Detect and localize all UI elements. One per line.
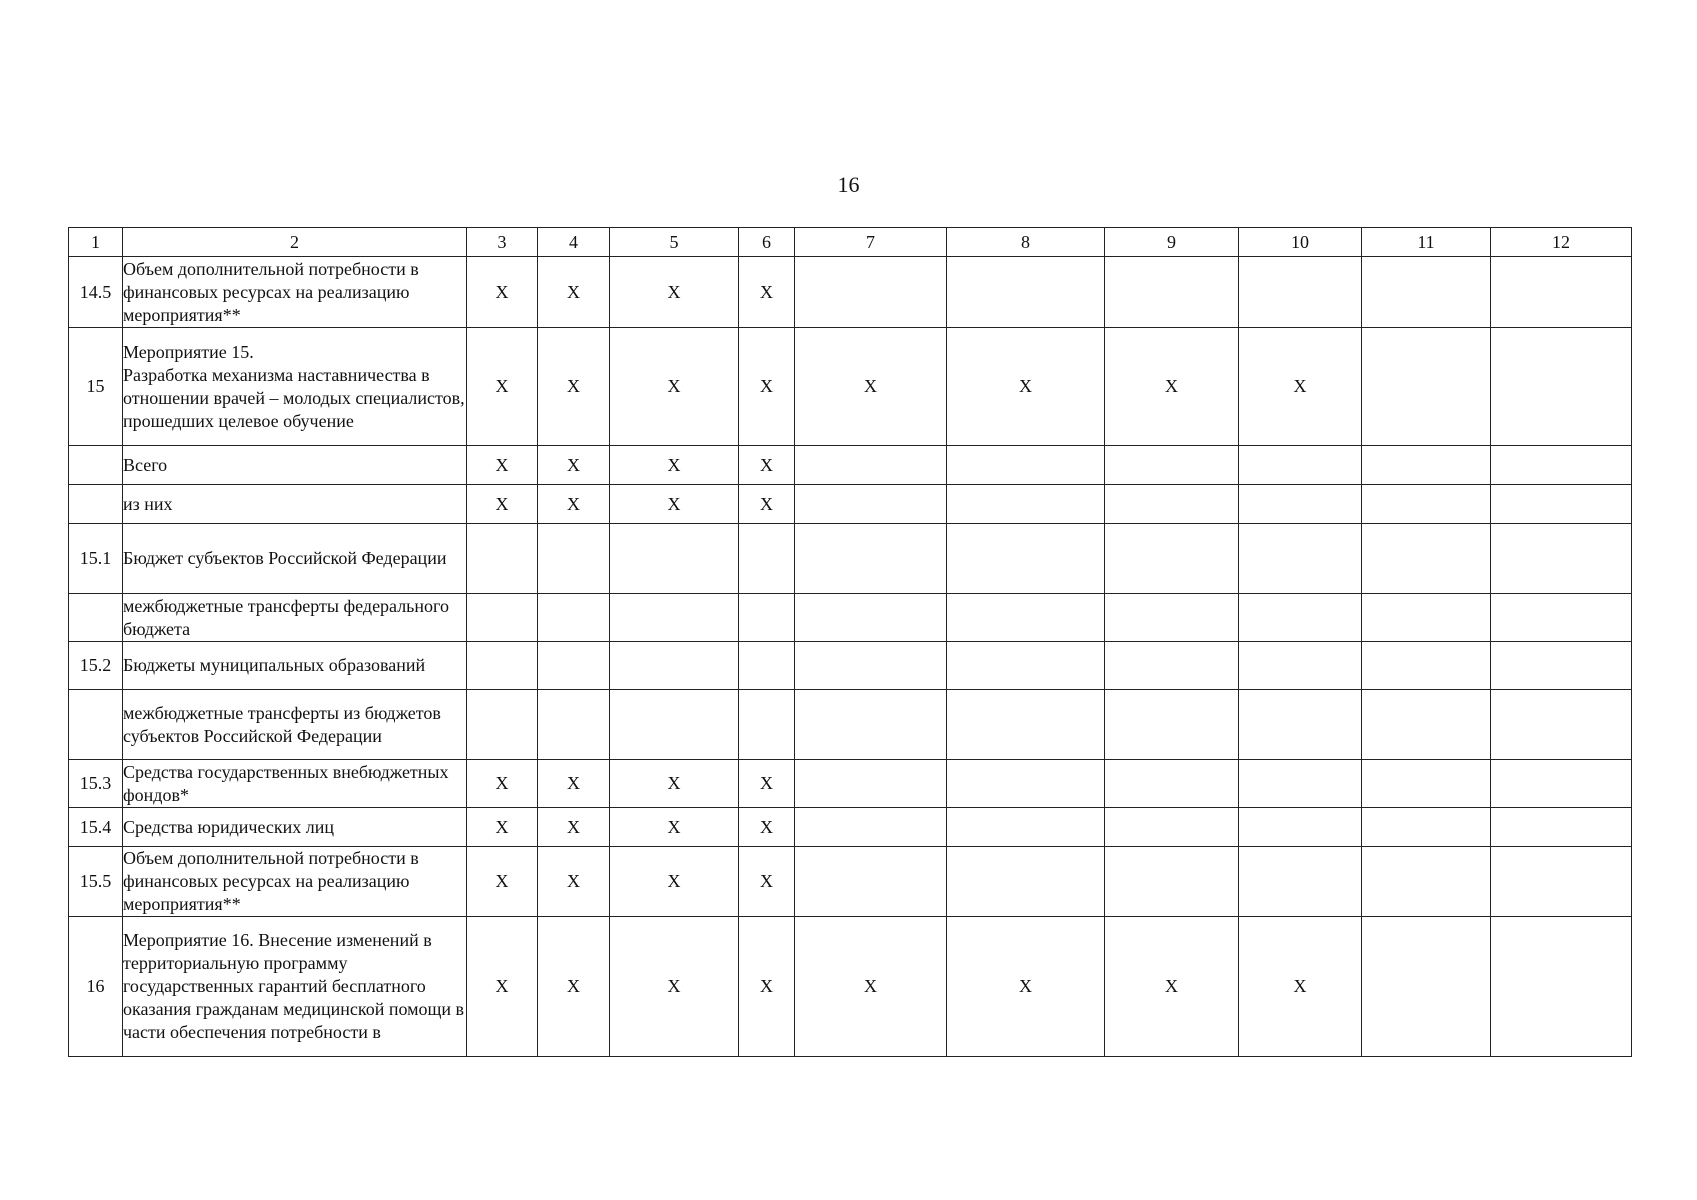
mark-cell: [1105, 446, 1239, 485]
column-header: 10: [1239, 228, 1362, 257]
mark-cell: [795, 524, 947, 594]
mark-cell: X: [538, 847, 610, 917]
row-name: Средства юридических лиц: [123, 808, 467, 847]
mark-cell: [1491, 642, 1632, 690]
mark-cell: [1239, 524, 1362, 594]
mark-cell: [947, 485, 1105, 524]
column-header: 6: [739, 228, 795, 257]
mark-cell: [538, 594, 610, 642]
row-number: [69, 594, 123, 642]
mark-cell: X: [538, 760, 610, 808]
mark-cell: [538, 642, 610, 690]
row-name: Мероприятие 15. Разработка механизма наставничества в отношении врачей – молодых специалистов, прошедших целевое обучение: [123, 328, 467, 446]
mark-cell: X: [610, 257, 739, 328]
mark-cell: [1105, 690, 1239, 760]
mark-cell: X: [739, 328, 795, 446]
mark-cell: X: [467, 446, 538, 485]
mark-cell: X: [467, 808, 538, 847]
mark-cell: X: [538, 485, 610, 524]
mark-cell: [795, 594, 947, 642]
mark-cell: X: [610, 328, 739, 446]
row-number: 15.5: [69, 847, 123, 917]
mark-cell: [467, 524, 538, 594]
mark-cell: [1239, 847, 1362, 917]
mark-cell: [795, 808, 947, 847]
mark-cell: [1362, 257, 1491, 328]
mark-cell: [538, 690, 610, 760]
mark-cell: [610, 642, 739, 690]
mark-cell: X: [467, 485, 538, 524]
table-row: [69, 485, 1632, 524]
column-header: 5: [610, 228, 739, 257]
mark-cell: [795, 690, 947, 760]
mark-cell: X: [538, 328, 610, 446]
mark-cell: [1362, 690, 1491, 760]
mark-cell: [1491, 328, 1632, 446]
mark-cell: [947, 594, 1105, 642]
column-header: 9: [1105, 228, 1239, 257]
mark-cell: X: [538, 446, 610, 485]
mark-cell: X: [947, 328, 1105, 446]
table-row: [69, 690, 1632, 760]
mark-cell: [1362, 642, 1491, 690]
mark-cell: X: [1105, 328, 1239, 446]
row-name: межбюджетные трансферты из бюджетов субъектов Российской Федерации: [123, 690, 467, 760]
mark-cell: [947, 690, 1105, 760]
mark-cell: [1105, 524, 1239, 594]
mark-cell: [1105, 760, 1239, 808]
column-header: 4: [538, 228, 610, 257]
mark-cell: [1491, 446, 1632, 485]
row-name: Средства государственных внебюджетных фондов*: [123, 760, 467, 808]
mark-cell: [795, 760, 947, 808]
table-row: [69, 257, 1632, 328]
mark-cell: [1491, 524, 1632, 594]
mark-cell: [610, 524, 739, 594]
row-number: [69, 485, 123, 524]
mark-cell: [1491, 594, 1632, 642]
mark-cell: X: [739, 760, 795, 808]
mark-cell: [1491, 808, 1632, 847]
table-row: [69, 642, 1632, 690]
mark-cell: X: [739, 485, 795, 524]
table-row: [69, 847, 1632, 917]
row-name: из них: [123, 485, 467, 524]
funding-table: [68, 227, 1632, 1057]
mark-cell: [1105, 485, 1239, 524]
mark-cell: X: [467, 328, 538, 446]
mark-cell: [1105, 257, 1239, 328]
mark-cell: [795, 642, 947, 690]
mark-cell: X: [610, 847, 739, 917]
mark-cell: [1362, 594, 1491, 642]
mark-cell: X: [610, 808, 739, 847]
page-number: 16: [837, 172, 860, 197]
mark-cell: [1239, 485, 1362, 524]
mark-cell: [739, 524, 795, 594]
mark-cell: X: [610, 760, 739, 808]
column-header: 2: [123, 228, 467, 257]
row-number: [69, 446, 123, 485]
mark-cell: [1239, 642, 1362, 690]
row-number: 16: [69, 917, 123, 1057]
row-name: Бюджеты муниципальных образований: [123, 642, 467, 690]
mark-cell: [1105, 847, 1239, 917]
mark-cell: X: [739, 847, 795, 917]
mark-cell: X: [610, 446, 739, 485]
mark-cell: X: [610, 485, 739, 524]
mark-cell: [1491, 690, 1632, 760]
mark-cell: [467, 690, 538, 760]
mark-cell: X: [610, 917, 739, 1057]
mark-cell: [610, 690, 739, 760]
mark-cell: X: [467, 257, 538, 328]
mark-cell: [795, 847, 947, 917]
mark-cell: X: [739, 917, 795, 1057]
table-row: [69, 760, 1632, 808]
mark-cell: X: [1239, 328, 1362, 446]
mark-cell: [1362, 524, 1491, 594]
mark-cell: [947, 808, 1105, 847]
mark-cell: [1239, 257, 1362, 328]
mark-cell: [1362, 808, 1491, 847]
column-header: 8: [947, 228, 1105, 257]
mark-cell: X: [1105, 917, 1239, 1057]
row-number: [69, 690, 123, 760]
row-name: Мероприятие 16. Внесение изменений в территориальную программу государственных гарантий бесплатного оказания гражданам медицинской помощи в части обеспечения потребности в: [123, 917, 467, 1057]
row-name: Всего: [123, 446, 467, 485]
mark-cell: [1362, 847, 1491, 917]
mark-cell: [795, 446, 947, 485]
mark-cell: [947, 642, 1105, 690]
mark-cell: [1491, 257, 1632, 328]
mark-cell: [1362, 328, 1491, 446]
row-number: 15: [69, 328, 123, 446]
column-header: 7: [795, 228, 947, 257]
mark-cell: [1239, 594, 1362, 642]
mark-cell: [739, 642, 795, 690]
header-row: [69, 228, 1632, 257]
column-header: 12: [1491, 228, 1632, 257]
mark-cell: [947, 524, 1105, 594]
mark-cell: [1105, 808, 1239, 847]
mark-cell: X: [795, 328, 947, 446]
mark-cell: [1362, 917, 1491, 1057]
mark-cell: [947, 847, 1105, 917]
mark-cell: [1362, 760, 1491, 808]
table-row: [69, 917, 1632, 1057]
mark-cell: [1362, 485, 1491, 524]
mark-cell: [947, 257, 1105, 328]
mark-cell: X: [947, 917, 1105, 1057]
row-number: 15.4: [69, 808, 123, 847]
table-row: [69, 808, 1632, 847]
mark-cell: [947, 446, 1105, 485]
mark-cell: [1491, 847, 1632, 917]
mark-cell: [1105, 642, 1239, 690]
mark-cell: [1491, 760, 1632, 808]
row-name: межбюджетные трансферты федерального бюджета: [123, 594, 467, 642]
row-number: 15.1: [69, 524, 123, 594]
table-row: [69, 328, 1632, 446]
mark-cell: [467, 642, 538, 690]
mark-cell: X: [467, 847, 538, 917]
mark-cell: [739, 594, 795, 642]
table-row: [69, 446, 1632, 485]
table-body: [69, 257, 1632, 1057]
row-name: Бюджет субъектов Российской Федерации: [123, 524, 467, 594]
column-header: 3: [467, 228, 538, 257]
mark-cell: [947, 760, 1105, 808]
mark-cell: [795, 257, 947, 328]
column-header: 1: [69, 228, 123, 257]
mark-cell: X: [538, 257, 610, 328]
mark-cell: X: [538, 917, 610, 1057]
mark-cell: [1491, 485, 1632, 524]
mark-cell: X: [467, 917, 538, 1057]
mark-cell: [1239, 446, 1362, 485]
mark-cell: X: [739, 257, 795, 328]
row-number: 15.2: [69, 642, 123, 690]
row-number: 14.5: [69, 257, 123, 328]
mark-cell: [1239, 760, 1362, 808]
column-header: 11: [1362, 228, 1491, 257]
mark-cell: X: [795, 917, 947, 1057]
mark-cell: X: [467, 760, 538, 808]
table-row: [69, 524, 1632, 594]
row-number: 15.3: [69, 760, 123, 808]
mark-cell: [1239, 808, 1362, 847]
row-name: Объем дополнительной потребности в финансовых ресурсах на реализацию мероприятия**: [123, 257, 467, 328]
mark-cell: [795, 485, 947, 524]
mark-cell: [610, 594, 739, 642]
mark-cell: X: [739, 446, 795, 485]
mark-cell: [467, 594, 538, 642]
mark-cell: X: [538, 808, 610, 847]
mark-cell: [739, 690, 795, 760]
mark-cell: [1239, 690, 1362, 760]
mark-cell: [538, 524, 610, 594]
mark-cell: X: [1239, 917, 1362, 1057]
mark-cell: [1491, 917, 1632, 1057]
mark-cell: [1105, 594, 1239, 642]
row-name: Объем дополнительной потребности в финансовых ресурсах на реализацию мероприятия**: [123, 847, 467, 917]
mark-cell: [1362, 446, 1491, 485]
table-row: [69, 594, 1632, 642]
mark-cell: X: [739, 808, 795, 847]
